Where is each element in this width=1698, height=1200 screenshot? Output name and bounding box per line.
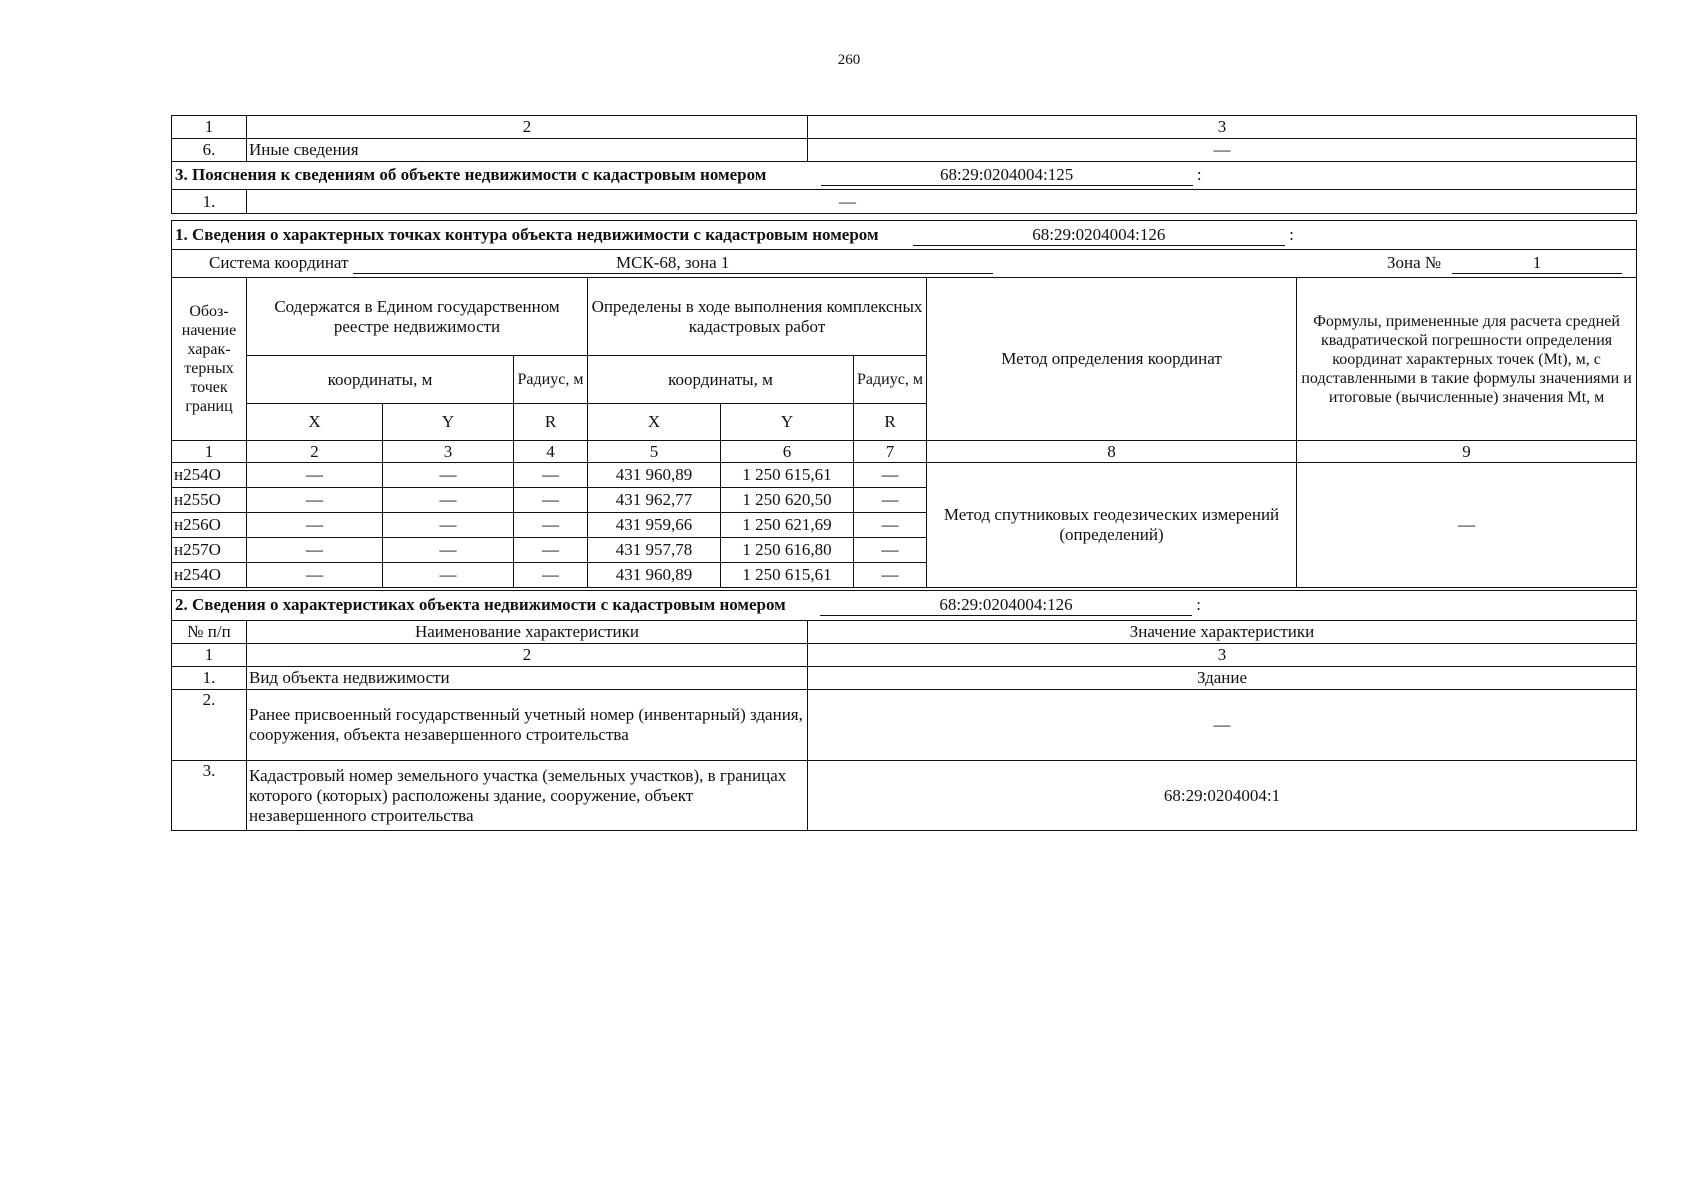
col-number: 7	[854, 441, 927, 463]
egrn-r: —	[514, 463, 588, 488]
row-name: Вид объекта недвижимости	[247, 667, 808, 690]
col-number: 4	[514, 441, 588, 463]
row-name: Ранее присвоенный государственный учетный номер (инвентарный) здания, сооружения, объекта незавершенного строительства	[247, 690, 808, 761]
point-id: н254О	[172, 563, 247, 588]
col-number: 3	[808, 116, 1637, 139]
row-number: 6.	[172, 139, 247, 162]
points-section-header	[172, 221, 1637, 250]
name-header: Наименование характеристики	[247, 621, 808, 644]
row-name: Иные сведения	[247, 139, 808, 162]
num-header: № п/п	[172, 621, 247, 644]
row-value: 68:29:0204004:1	[808, 761, 1637, 831]
chars-cadastral: 68:29:0204004:126	[820, 595, 1192, 616]
x-header: X	[588, 404, 721, 441]
value-header: Значение характеристики	[808, 621, 1637, 644]
chars-section-title: 2. Сведения о характеристиках объекта недвижимости с кадастровым номером	[175, 595, 786, 614]
coord-system-row	[172, 250, 1637, 278]
table-row	[172, 690, 1637, 761]
row-number: 1.	[172, 667, 247, 690]
method-header: Метод определения координат	[927, 278, 1297, 441]
coord-system-value: МСК-68, зона 1	[353, 253, 993, 274]
kkr-r: —	[854, 538, 927, 563]
r-header: R	[514, 404, 588, 441]
section3-cadastral: 68:29:0204004:125	[821, 165, 1193, 186]
col-number: 8	[927, 441, 1297, 463]
radius-header: Радиус, м	[514, 356, 588, 404]
kkr-r: —	[854, 563, 927, 588]
kkr-x: 431 962,77	[588, 488, 721, 513]
kkr-x: 431 960,89	[588, 563, 721, 588]
coord-system-label: Система координат	[209, 253, 349, 272]
egrn-y: —	[383, 538, 514, 563]
egrn-x: —	[247, 463, 383, 488]
row-value: —	[808, 139, 1637, 162]
page-number: 260	[837, 52, 861, 68]
col-number: 2	[247, 116, 808, 139]
col-number: 2	[247, 644, 808, 667]
points-table	[171, 220, 1637, 588]
zone-label: Зона №	[1387, 253, 1442, 272]
egrn-x: —	[247, 563, 383, 588]
row-name: Кадастровый номер земельного участка (земельных участков), в границах которого (которых) расположены здание, сооружение, объект незавершенного строительства	[247, 761, 808, 831]
col-number: 9	[1297, 441, 1637, 463]
kkr-y: 1 250 621,69	[721, 513, 854, 538]
table-row	[172, 761, 1637, 831]
row-number: 1.	[172, 190, 247, 214]
egrn-r: —	[514, 488, 588, 513]
table-row	[172, 667, 1637, 690]
col-number: 1	[172, 644, 247, 667]
radius-header: Радиус, м	[854, 356, 927, 404]
col-number: 1	[172, 441, 247, 463]
x-header: X	[247, 404, 383, 441]
r-header: R	[854, 404, 927, 441]
point-id: н257О	[172, 538, 247, 563]
kkr-r: —	[854, 488, 927, 513]
egrn-r: —	[514, 538, 588, 563]
point-id: н255О	[172, 488, 247, 513]
y-header: Y	[383, 404, 514, 441]
coords-header: координаты, м	[247, 356, 514, 404]
kkr-x: 431 960,89	[588, 463, 721, 488]
points-section-title: 1. Сведения о характерных точках контура объекта недвижимости с кадастровым номером	[175, 224, 879, 244]
kkr-header: Определены в ходе выполнения комплексных кадастровых работ	[588, 278, 927, 356]
designation-header: Обоз-начение харак-терных точек границ	[172, 278, 247, 441]
top-table	[171, 115, 1637, 214]
col-number: 6	[721, 441, 854, 463]
chars-suffix: :	[1196, 595, 1201, 614]
egrn-x: —	[247, 488, 383, 513]
method-value: Метод спутниковых геодезических измерений (определений)	[927, 463, 1297, 588]
chars-section-header	[172, 591, 1637, 621]
kkr-y: 1 250 615,61	[721, 463, 854, 488]
kkr-y: 1 250 616,80	[721, 538, 854, 563]
egrn-y: —	[383, 563, 514, 588]
egrn-r: —	[514, 563, 588, 588]
egrn-y: —	[383, 488, 514, 513]
table-row	[172, 463, 1637, 488]
egrn-y: —	[383, 463, 514, 488]
col-number: 3	[383, 441, 514, 463]
kkr-r: —	[854, 463, 927, 488]
row-value: Здание	[808, 667, 1637, 690]
row-value: —	[808, 690, 1637, 761]
y-header: Y	[721, 404, 854, 441]
point-id: н254О	[172, 463, 247, 488]
egrn-header: Содержатся в Едином государственном реестре недвижимости	[247, 278, 588, 356]
kkr-y: 1 250 615,61	[721, 563, 854, 588]
section3-header	[172, 162, 1637, 190]
kkr-r: —	[854, 513, 927, 538]
kkr-x: 431 957,78	[588, 538, 721, 563]
row-number: 3.	[172, 761, 247, 831]
row-number: 2.	[172, 690, 247, 761]
points-suffix: :	[1289, 224, 1294, 244]
zone-value: 1	[1452, 253, 1622, 274]
kkr-y: 1 250 620,50	[721, 488, 854, 513]
coords-header: координаты, м	[588, 356, 854, 404]
kkr-x: 431 959,66	[588, 513, 721, 538]
points-cadastral: 68:29:0204004:126	[913, 225, 1285, 246]
col-number: 1	[172, 116, 247, 139]
col-number: 2	[247, 441, 383, 463]
egrn-r: —	[514, 513, 588, 538]
col-number: 3	[808, 644, 1637, 667]
formula-value: —	[1297, 463, 1637, 588]
egrn-y: —	[383, 513, 514, 538]
section3-title: 3. Пояснения к сведениям об объекте недвижимости с кадастровым номером	[175, 165, 767, 184]
formulas-header: Формулы, примененные для расчета средней квадратической погрешности определения координат характерных точек (Mt), м, с подставленными в такие формулы значениями и итоговые (вычисленные) значения Mt, м	[1297, 278, 1637, 441]
egrn-x: —	[247, 513, 383, 538]
section3-suffix: :	[1196, 165, 1202, 184]
characteristics-table	[171, 590, 1637, 831]
col-number: 5	[588, 441, 721, 463]
egrn-x: —	[247, 538, 383, 563]
row-value: —	[247, 190, 1637, 214]
point-id: н256О	[172, 513, 247, 538]
